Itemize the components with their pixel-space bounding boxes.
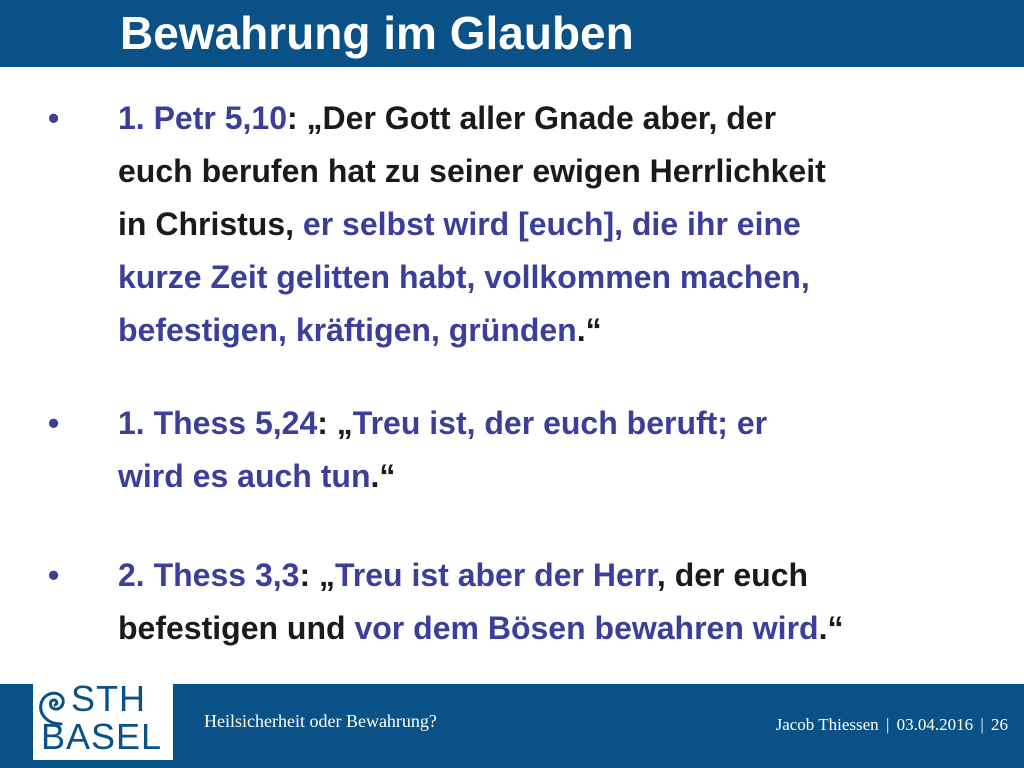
bullet-line: [118, 397, 978, 450]
bullet-line: [118, 145, 978, 198]
plain-text: .“: [576, 312, 602, 348]
plain-text: , der euch: [656, 557, 809, 593]
bullet-line: [118, 251, 978, 304]
title-bar: [0, 0, 1024, 67]
scripture-text: kurze Zeit gelitten habt, vollkommen machen,: [118, 259, 810, 295]
scripture-text: 2. Thess 3,3: [118, 557, 300, 593]
footer-date: 03.04.2016: [896, 715, 974, 734]
plain-text: .“: [370, 458, 396, 494]
plain-text: : „: [299, 557, 335, 593]
slide-title: Bewahrung im Glauben: [120, 7, 634, 59]
scripture-text: wird es auch tun: [118, 458, 371, 494]
bullet-line: [118, 198, 978, 251]
bullet-line: [118, 450, 978, 503]
bullet-text: [118, 397, 978, 503]
scripture-text: befestigen, kräftigen, gründen: [118, 312, 577, 348]
bullet-text: [118, 549, 978, 655]
footer-page-number: 26: [991, 715, 1008, 734]
sth-basel-logo: [33, 676, 173, 760]
plain-text: befestigen und: [118, 610, 355, 646]
bullet-line: [118, 92, 978, 145]
footer-separator: |: [980, 715, 984, 734]
footer-author: Jacob Thiessen: [775, 715, 879, 734]
bullet-dot: •: [48, 405, 60, 441]
logo-text-bottom: BASEL: [41, 716, 163, 757]
scripture-text: 1. Thess 5,24: [118, 405, 318, 441]
bullet-line: [118, 602, 978, 655]
plain-text: in Christus,: [118, 206, 303, 242]
scripture-text: Treu ist, der euch beruft; er: [352, 405, 768, 441]
plain-text: euch berufen hat zu seiner ewigen Herrlichkeit: [118, 153, 826, 189]
scripture-text: vor dem Bösen bewahren wird: [354, 610, 819, 646]
footer-subtitle: Heilsicherheit oder Bewahrung?: [204, 711, 437, 731]
footer-info: [776, 714, 1008, 736]
bullet-dot: •: [48, 557, 60, 593]
plain-text: : „Der Gott aller Gnade aber, der: [287, 100, 777, 136]
plain-text: : „: [317, 405, 353, 441]
bullet-text: [118, 92, 978, 357]
bullet-line: [118, 549, 978, 602]
bullet-line: [118, 304, 978, 357]
scripture-text: Treu ist aber der Herr: [334, 557, 657, 593]
scripture-text: 1. Petr 5,10: [118, 100, 287, 136]
bullet-dot: •: [48, 100, 60, 136]
logo-text-top: STH: [71, 678, 146, 719]
footer-separator: |: [885, 715, 890, 734]
plain-text: .“: [818, 610, 844, 646]
scripture-text: er selbst wird [euch], die ihr eine: [302, 206, 801, 242]
